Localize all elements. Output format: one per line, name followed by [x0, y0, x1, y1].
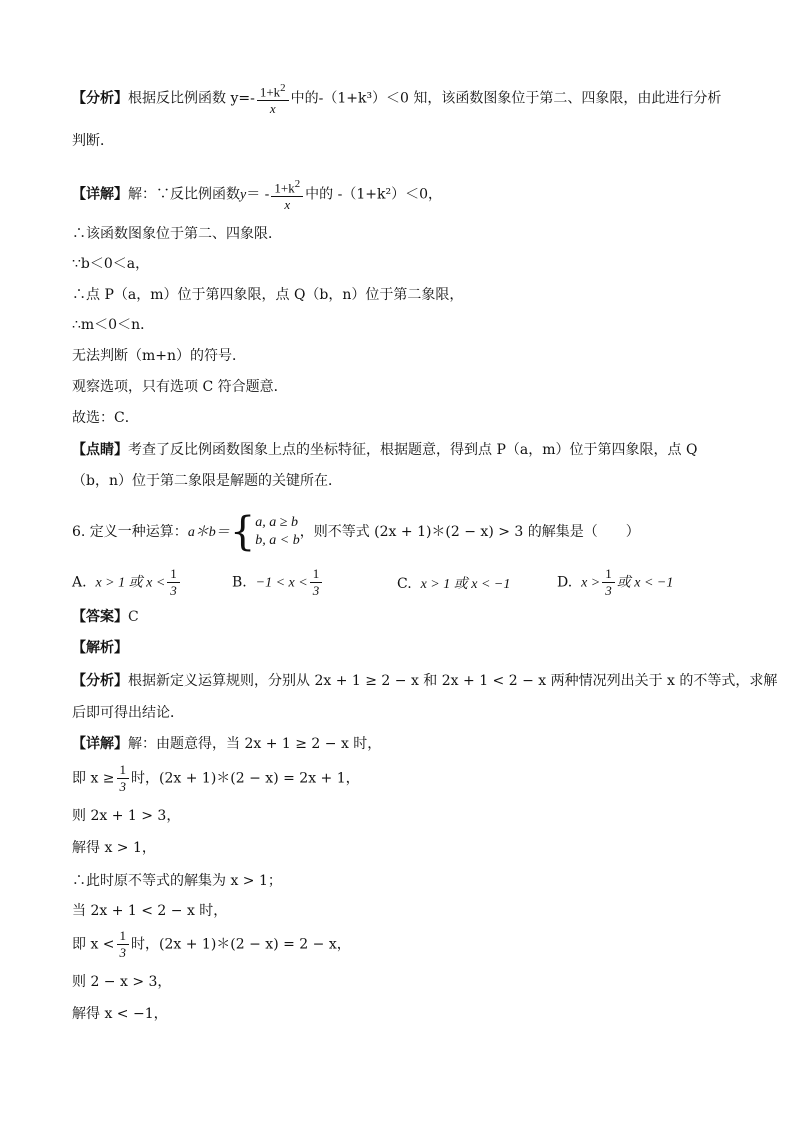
question-6: 6. 定义一种运算：a＊b＝ { a, a ≥ b b, a < b ，则不等式 (2x + 1)＊(2 − x) > 3 的解集是（ ） [72, 509, 640, 555]
comment-tag: 【点睛】 [72, 442, 128, 458]
answer-tag: 【答案】 [72, 609, 128, 625]
detail-tag: 【详解】 [72, 186, 128, 203]
text-line: ∴点 P（a，m）位于第四象限，点 Q（b，n）位于第二象限， [72, 287, 464, 303]
text-line: 观察选项，只有选项 C 符合题意． [72, 379, 288, 395]
text-line: ∵b＜0＜a， [72, 256, 150, 272]
detail2-line-1: 【详解】解：由题意得，当 2x + 1 ≥ 2 − x 时， [72, 736, 382, 752]
fraction: $\frac{1+k^2}{x}$ [257, 80, 289, 117]
analysis-line-2: 判断． [72, 133, 114, 149]
step-5: 当 2x + 1 < 2 − x 时， [72, 903, 228, 919]
analysis-line-1: 【分析】根据反比例函数 y=- $\frac{1+k^2}{x}$ 中的-（1+k³）＜0 知，该函数图象位于第二、四象限，由此进行分析 [72, 82, 722, 117]
text-line: ∴m＜0＜n． [72, 317, 155, 333]
step-6: 即 x < $\frac{1}{3}$ 时，(2x + 1)＊(2 − x) = 2 − x， [72, 928, 351, 960]
option-c[interactable]: C. x > 1 或 x < −1 [397, 576, 511, 592]
analysis2-line-1: 【分析】根据新定义运算规则，分别从 2x + 1 ≥ 2 − x 和 2x + 1 < 2 − x 两种情况列出关于 x 的不等式，求解 [72, 673, 778, 689]
option-b[interactable]: B. −1 < x < $\frac{1}{3}$ [232, 566, 324, 599]
option-d[interactable]: D. x > $\frac{1}{3}$ 或 x < −1 [557, 566, 674, 598]
step-4: ∴此时原不等式的解集为 x > 1； [72, 873, 282, 889]
analysis2-line-2: 后即可得出结论． [72, 705, 184, 721]
comment-line-2: （b，n）位于第二象限是解题的关键所在． [72, 473, 342, 489]
analysis-tag: 【分析】 [72, 90, 128, 107]
answer-value: C [128, 609, 139, 625]
step-8: 解得 x < −1， [72, 1006, 168, 1022]
step-7: 则 2 − x > 3， [72, 974, 172, 990]
step-2: 则 2x + 1 > 3， [72, 808, 181, 824]
explanation-tag: 【解析】 [72, 640, 128, 656]
answer-line [72, 607, 139, 627]
step-1: 即 x ≥ $\frac{1}{3}$ 时，(2x + 1)＊(2 − x) = 2x + 1， [72, 762, 360, 794]
text-line: ∴该函数图象位于第二、四象限． [72, 226, 282, 242]
text-line: 故选：C． [72, 410, 139, 426]
option-a[interactable]: A. x > 1 或 x < $\frac{1}{3}$ [72, 566, 182, 599]
step-3: 解得 x > 1， [72, 840, 156, 856]
detail-line-1: 【详解】解：∵反比例函数y＝ - $\frac{1+k^2}{x}$ 中的 -（1+k²）＜0， [72, 178, 442, 213]
text-line: 无法判断（m+n）的符号． [72, 348, 247, 364]
comment-line-1: 【点睛】考查了反比例函数图象上点的坐标特征，根据题意，得到点 P（a，m）位于第四象限，点 Q [72, 442, 698, 458]
piecewise-brace: { a, a ≥ b b, a < b [229, 509, 300, 555]
fraction: $\frac{1+k^2}{x}$ [271, 176, 303, 213]
